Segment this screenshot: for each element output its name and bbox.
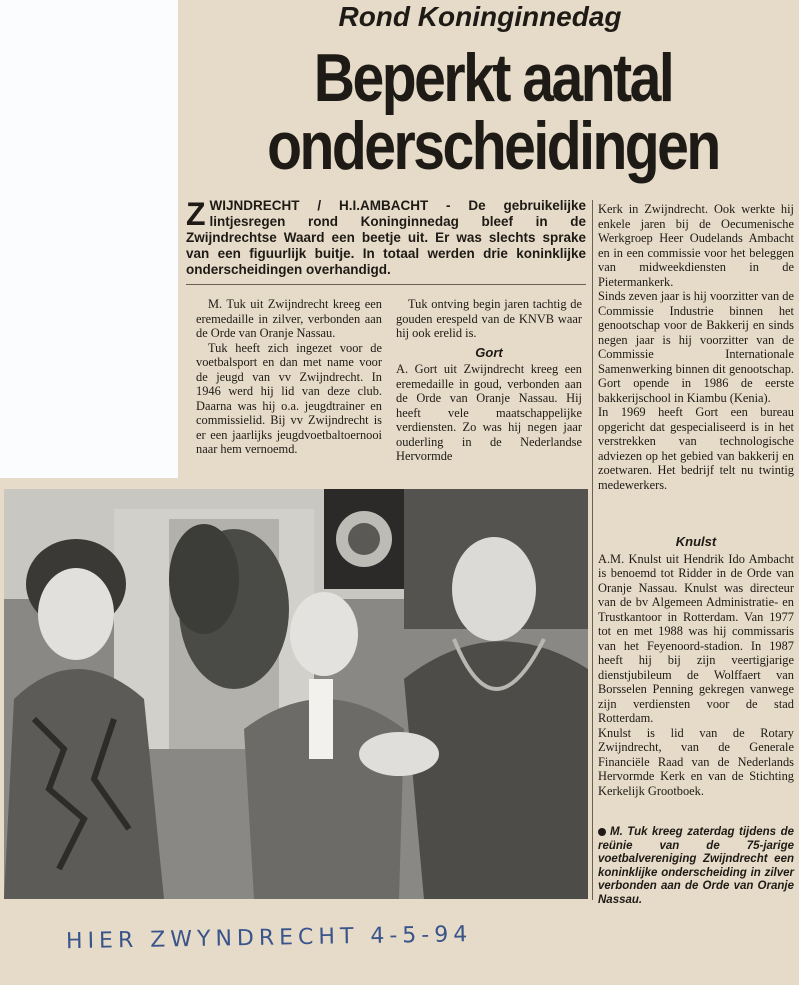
article-lead bbox=[186, 198, 586, 278]
bullet-icon bbox=[598, 828, 606, 836]
paragraph: Tuk ontving begin jaren tachtig de gouden erespeld van de KNVB waar hij ook erelid is. bbox=[396, 297, 582, 340]
lead-divider bbox=[186, 284, 586, 285]
blank-scan-area bbox=[0, 0, 178, 478]
headline-line-2: onderscheidingen bbox=[267, 108, 719, 184]
article-headline bbox=[245, 40, 741, 184]
paragraph: A.M. Knulst uit Hendrik Ido Ambacht is benoemd tot Ridder in de Orde van Oranje Nassau. Knulst was directeur van de bv Algemeen Administratie- en Trustkantoor in Rotterdam. Van 1977 tot en met 1988 was hij commissaris van het Feyenoord-stadion. In 1987 heeft hij bij zijn veertigjarige dienstjubileum de Wolffaert van Borsselen Penning gekregen vanwege zijn verdiensten voor de stad Rotterdam. bbox=[598, 551, 794, 725]
subhead-gort: Gort bbox=[475, 344, 503, 360]
article-column-3-continued bbox=[598, 530, 794, 798]
drop-cap: Z bbox=[186, 196, 206, 232]
article-photo bbox=[4, 489, 588, 899]
paragraph: In 1969 heeft Gort een bureau opgericht dat gespecialiseerd is in het verstrekken van technologische adviezen op het gebied van bakkerij en zoetwaren. Het bedrijf telt nu twintig medewerkers. bbox=[598, 405, 794, 492]
photo-illustration bbox=[4, 489, 588, 899]
paragraph: A. Gort uit Zwijndrecht kreeg een eremedaille in goud, verbonden aan de Orde van Oranje Nassau. Hij heeft vele maatschappelijke verdiensten. Zo was hij negen jaar ouderling in de Nederlandse Hervormde bbox=[396, 362, 582, 463]
paragraph: Sinds zeven jaar is hij voorzitter van de Commissie Industrie binnen het genootschap voor de Bakkerij en sinds negen jaar is hij voorzitter van de Commissie Internationale Samenwerking binnen dit genootschap. Gort opende in 1986 de eerste bakkerijschool in Kiambu (Kenia). bbox=[598, 289, 794, 405]
article-column-1 bbox=[196, 297, 382, 457]
subhead-knulst: Knulst bbox=[675, 534, 717, 549]
article-column-3 bbox=[598, 202, 794, 492]
paragraph: M. Tuk uit Zwijndrecht kreeg een eremedaille in zilver, verbonden aan de Orde van Oranje Nassau. bbox=[196, 297, 382, 340]
paragraph: Tuk heeft zich ingezet voor de voetbalsport en dan met name voor de jeugd van vv Zwijndrecht. In 1946 werd hij lid van deze club. Daarna was hij o.a. jeugdtrainer en commissielid. Bij vv Zwijndrecht is er een jaarlijks jeugdvoetbaltoernooi naar hem vernoemd. bbox=[196, 340, 382, 456]
column-divider bbox=[592, 200, 593, 900]
caption-text: M. Tuk kreeg zaterdag tijdens de reünie van de 75-jarige voetbalvereniging Zwijndrecht een koninklijke onderscheiding in zilver verbonden aan de Orde van Oranje Nassau. bbox=[598, 826, 794, 906]
handwritten-note: HIER ZWYNDRECHT 4-5-94 bbox=[65, 922, 473, 955]
article-kicker: Rond Koninginnedag bbox=[338, 1, 622, 32]
paragraph: Kerk in Zwijndrecht. Ook werkte hij enkele jaren bij de Oecumenische Werkgroep Heer Oudelands Ambacht en in een commissie voor het beleggen van midweekdiensten in de Pietermankerk. bbox=[598, 202, 794, 289]
headline-line-1: Beperkt aantal bbox=[313, 40, 673, 116]
article-column-2 bbox=[396, 297, 582, 464]
paragraph: Knulst is lid van de Rotary Zwijndrecht, van de Generale Financiële Raad van de Nederlands Hervormde Kerk en van de Stichting Kerkelijk Grootboek. bbox=[598, 725, 794, 798]
photo-caption bbox=[598, 826, 794, 908]
lead-text: WIJNDRECHT / H.I.AMBACHT - De gebruikelijke lintjesregen rond Koninginnedag bleef in de Zwijndrechtse Waard een beetje uit. Er was slechts sprake van een figuurlijk buitje. In totaal werden drie koninklijke onderscheidingen overhandigd. bbox=[186, 198, 586, 277]
